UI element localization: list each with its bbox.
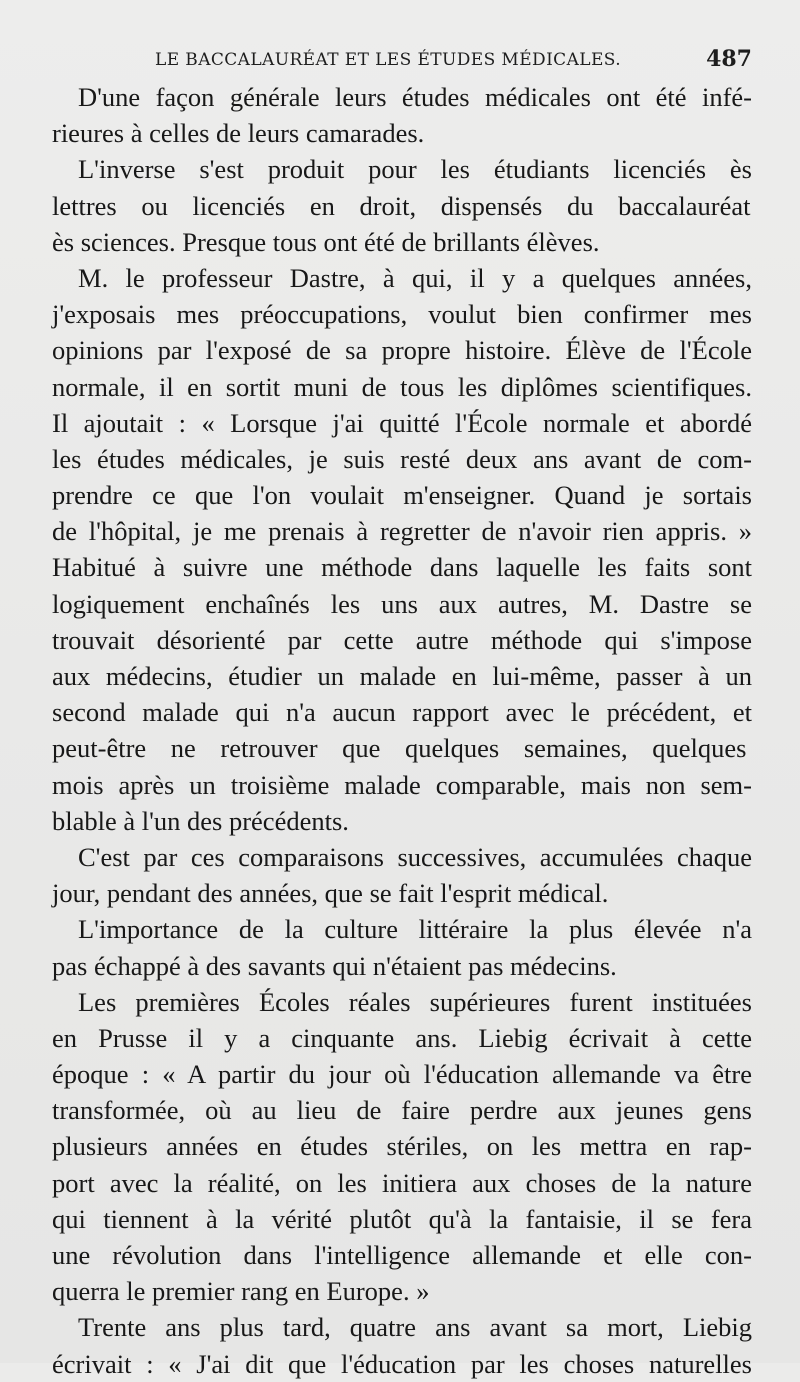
text-line: blable à l'un des précédents. (52, 805, 349, 836)
text-line: plusieurs années en études stériles, on les mettra en rap- (52, 1131, 752, 1162)
text-line: Trente ans plus tard, quatre ans avant sa mort, Liebig (78, 1312, 752, 1343)
text-line: les études médicales, je suis resté deux ans avant de com- (52, 443, 752, 474)
text-line: qui tiennent à la vérité plutôt qu'à la fantaisie, il se fera (52, 1203, 752, 1234)
text-line: D'une façon générale leurs études médicales ont été infé- (78, 82, 752, 112)
text-line: prendre ce que l'on voulait m'enseigner. Quand je sortais (52, 480, 752, 511)
text-line: normale, il en sortit muni de tous les diplômes scientifiques. (52, 371, 752, 402)
text-line: en Prusse il y a cinquante ans. Liebig écrivait à cette (52, 1022, 752, 1053)
text-line: opinions par l'exposé de sa propre histoire. Élève de l'École (52, 335, 752, 366)
text-line: aux médecins, étudier un malade en lui-même, passer à un (52, 661, 752, 691)
text-line: second malade qui n'a aucun rapport avec le précédent, et (52, 697, 752, 728)
text-line: Il ajoutait : « Lorsque j'ai quitté l'École normale et abordé (52, 407, 752, 438)
text-line: trouvait désorienté par cette autre méthode qui s'impose (52, 624, 752, 655)
text-line: lettres ou licenciés en droit, dispensés du baccalauréat (52, 190, 751, 221)
text-line: peut-être ne retrouver que quelques semaines, quelques (52, 733, 747, 764)
running-title: LE BACCALAURÉAT ET LES ÉTUDES MÉDICALES. (155, 50, 622, 70)
text-line: logiquement enchaînés les uns aux autres, M. Dastre se (52, 588, 752, 619)
text-line: Les premières Écoles réales supérieures furent instituées (78, 986, 752, 1017)
text-line: pas échappé à des savants qui n'étaient pas médecins. (52, 950, 617, 981)
text-line: M. le professeur Dastre, à qui, il y a quelques années, (78, 262, 752, 293)
text-line: ès sciences. Presque tous ont été de brillants élèves. (52, 226, 600, 257)
text-line: jour, pendant des années, que se fait l'esprit médical. (52, 878, 609, 909)
text-line: transformée, où au lieu de faire perdre aux jeunes gens (52, 1095, 752, 1126)
text-line: L'importance de la culture littéraire la plus élevée n'a (78, 914, 752, 945)
text-line: querra le premier rang en Europe. » (52, 1276, 430, 1307)
text-line: époque : « A partir du jour où l'éducation allemande va être (52, 1059, 752, 1090)
text-line: mois après un troisième malade comparable, mais non sem- (52, 769, 752, 800)
text-line: C'est par ces comparaisons successives, accumulées chaque (78, 841, 752, 872)
text-line: Habitué à suivre une méthode dans laquelle les faits sont (52, 552, 752, 583)
text-line: j'exposais mes préoccupations, voulut bien confirmer mes (52, 299, 752, 330)
text-line: rieures à celles de leurs camarades. (52, 118, 425, 149)
text-line: une révolution dans l'intelligence allemande et elle con- (52, 1240, 752, 1270)
text-line: L'inverse s'est produit pour les étudiants licenciés ès (78, 154, 752, 185)
text-line: de l'hôpital, je me prenais à regretter de n'avoir rien appris. » (52, 516, 752, 547)
text-body (52, 79, 752, 1382)
page-number: 487 (706, 46, 752, 72)
running-head (55, 44, 752, 78)
text-line: port avec la réalité, on les initiera aux choses de la nature (52, 1167, 752, 1198)
text-line: écrivait : « J'ai dit que l'éducation par les choses naturelles (52, 1348, 752, 1379)
